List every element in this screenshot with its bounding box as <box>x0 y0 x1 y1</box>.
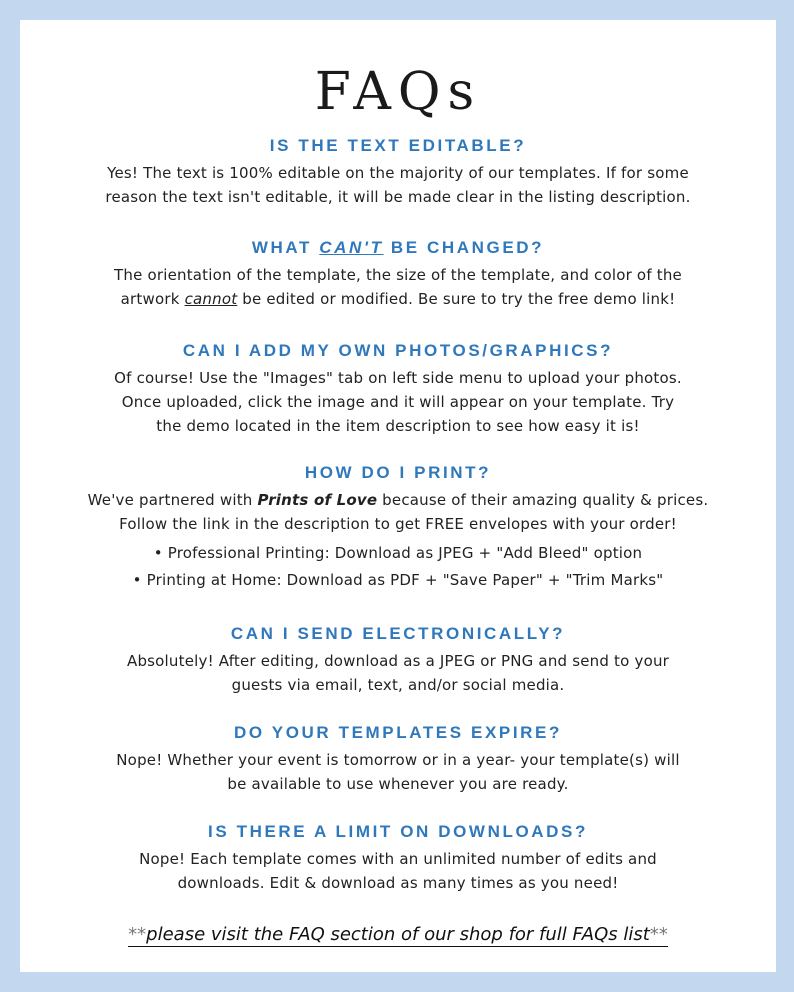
emphasis: cannot <box>184 290 238 308</box>
answer-line: reason the text isn't editable, it will be made clear in the listing description. <box>105 188 691 206</box>
faq-item-send-electronically <box>20 621 776 697</box>
footer-link[interactable]: **please visit the FAQ section of our shop for full FAQs list** <box>128 924 668 945</box>
prints-of-love-link-text: Prints of Love <box>257 491 378 509</box>
faq-answer <box>20 847 776 895</box>
faq-item-download-limit <box>20 819 776 895</box>
answer-line: Follow the link in the description to get FREE envelopes with your order! <box>119 515 677 533</box>
faq-footer-note <box>20 924 776 945</box>
faq-answer <box>20 161 776 209</box>
answer-line: downloads. Edit & download as many times as you need! <box>177 874 619 892</box>
print-options-list <box>20 540 776 594</box>
faq-card <box>20 20 776 972</box>
faq-question: IS THERE A LIMIT ON DOWNLOADS? <box>208 822 588 841</box>
answer-line: guests via email, text, and/or social media. <box>231 676 565 694</box>
faq-answer <box>20 649 776 697</box>
list-item: • Professional Printing: Download as JPEG + "Add Bleed" option <box>153 544 643 562</box>
faq-question: CAN I SEND ELECTRONICALLY? <box>230 624 566 643</box>
answer-line: Absolutely! After editing, download as a JPEG or PNG and send to your <box>126 652 670 670</box>
answer-line: Nope! Whether your event is tomorrow or in a year- your template(s) will <box>116 751 680 769</box>
faq-item-photos <box>20 338 776 438</box>
answer-line: the demo located in the item description to see how easy it is! <box>156 417 640 435</box>
faq-answer: The orientation of the template, the size of the template, and color of the artwork cannot be edited or modified. Be sure to try the free demo link! <box>114 266 682 308</box>
faq-answer <box>20 366 776 438</box>
answer-line: Nope! Each template comes with an unlimited number of edits and <box>139 850 657 868</box>
faq-question: WHAT CAN'T BE CHANGED? <box>251 238 545 257</box>
faq-item-expire <box>20 720 776 796</box>
answer-line: Once uploaded, click the image and it will appear on your template. Try <box>121 393 675 411</box>
faq-answer <box>20 748 776 796</box>
answer-line: The orientation of the template, the size of the template, and color of the <box>114 266 682 284</box>
answer-line: Of course! Use the "Images" tab on left side menu to upload your photos. <box>114 369 682 387</box>
faq-question: IS THE TEXT EDITABLE? <box>269 136 527 155</box>
emphasis: CAN'T <box>319 238 384 257</box>
faq-item-cant-change <box>20 235 776 311</box>
faq-question: CAN I ADD MY OWN PHOTOS/GRAPHICS? <box>182 341 614 360</box>
faq-item-print <box>20 460 776 594</box>
faq-item-text-editable <box>20 133 776 209</box>
page-title: FAQs <box>314 62 482 122</box>
faq-question: HOW DO I PRINT? <box>304 463 492 482</box>
answer-line: be available to use whenever you are ready. <box>227 775 569 793</box>
answer-line: Yes! The text is 100% editable on the majority of our templates. If for some <box>107 164 689 182</box>
list-item: • Printing at Home: Download as PDF + "Save Paper" + "Trim Marks" <box>132 571 664 589</box>
faq-answer: We've partnered with Prints of Love because of their amazing quality & prices. Follow the link in the description to get FREE envelopes with your order! <box>87 491 709 533</box>
faq-question: DO YOUR TEMPLATES EXPIRE? <box>234 723 562 742</box>
